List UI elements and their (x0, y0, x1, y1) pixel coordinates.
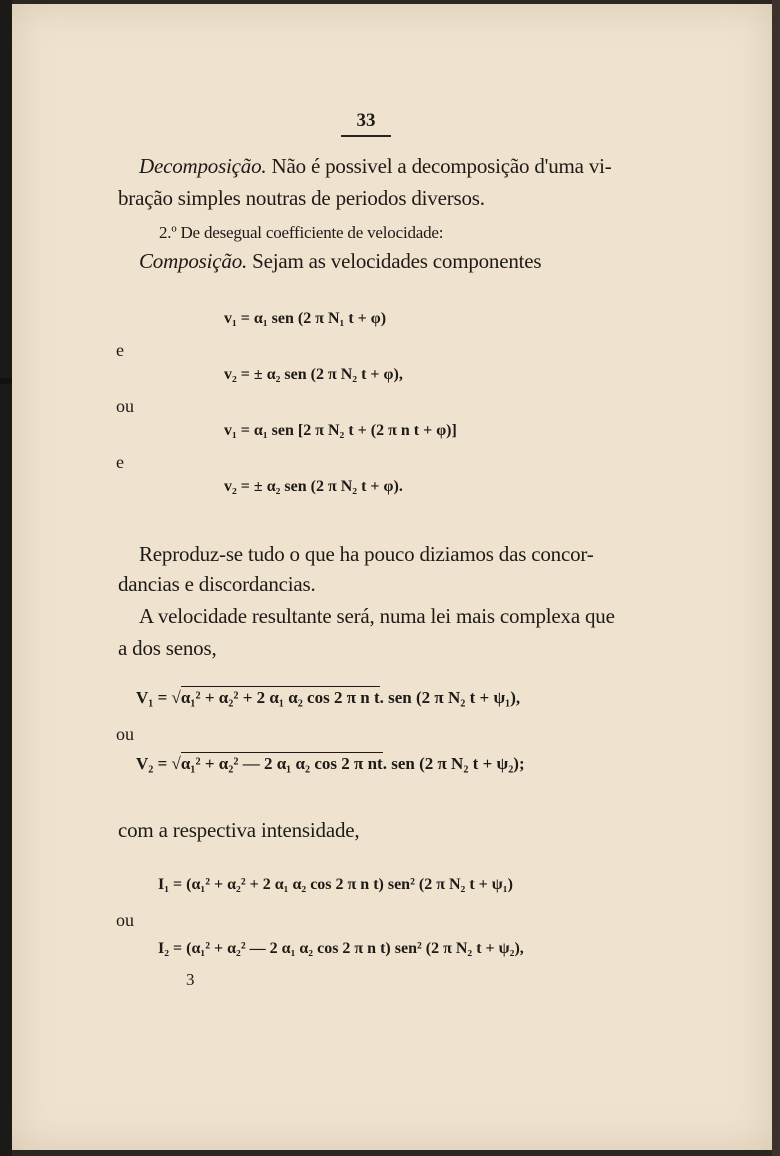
page-number: 33 (341, 110, 391, 137)
left-binding-edge (0, 0, 12, 1156)
equation-6 (136, 754, 525, 774)
text-line-1 (139, 152, 612, 181)
paragraph-3-line-2: a dos senos, (118, 636, 217, 660)
connector-ou-3: ou (116, 910, 134, 930)
text-line-1-rest: Não é possivel a decomposição d'uma vi- (266, 154, 612, 178)
equation-1: v₁ = α₁ sen (2 π N₁ t + φ) (224, 310, 387, 327)
equation-5-rest: . sen (2 π N₂ t + ψ₁), (379, 688, 521, 707)
equation-6-radicand: α₁² + α₂² — 2 α₁ α₂ cos 2 π nt (180, 754, 383, 773)
signature-mark: 3 (186, 970, 195, 989)
equation-3: v₁ = α₁ sen [2 π N₂ t + (2 π n t + φ)] (224, 422, 457, 439)
text-line-2: bração simples noutras de periodos diversos. (118, 186, 485, 210)
equation-8: I₂ = (α₁² + α₂² — 2 α₁ α₂ cos 2 π n t) sen² (2 π N₂ t + ψ₂), (158, 940, 524, 957)
equation-2: v₂ = ± α₂ sen (2 π N₂ t + φ), (224, 366, 403, 383)
paragraph-2-line-2: dancias e discordancias. (118, 572, 316, 596)
connector-ou-2: ou (116, 724, 134, 744)
section-heading-2: 2.º De desegual coefficiente de velocidade: (159, 223, 444, 242)
equation-5 (136, 688, 520, 708)
composicao-heading: Composição. (139, 249, 248, 273)
equation-6-rest: . sen (2 π N₂ t + ψ₂); (382, 754, 525, 773)
connector-e-1: e (116, 340, 124, 360)
connector-e-2: e (116, 452, 124, 472)
equation-4: v₂ = ± α₂ sen (2 π N₂ t + φ). (224, 478, 403, 495)
equation-5-lhs: V₁ = √ (136, 688, 181, 707)
paragraph-3-line-1: A velocidade resultante será, numa lei mais complexa que (139, 604, 615, 628)
text-line-4-rest: Sejam as velocidades componentes (247, 249, 542, 273)
right-page-edge (772, 0, 780, 1156)
paragraph-2-line-1: Reproduz-se tudo o que ha pouco diziamos das concor- (139, 542, 594, 566)
paragraph-4: com a respectiva intensidade, (118, 818, 360, 842)
connector-ou-1: ou (116, 396, 134, 416)
text-line-4 (139, 247, 541, 276)
equation-7: I₁ = (α₁² + α₂² + 2 α₁ α₂ cos 2 π n t) sen² (2 π N₂ t + ψ₁) (158, 876, 513, 893)
decomposicao-heading: Decomposição. (139, 154, 267, 178)
book-page (12, 4, 772, 1150)
equation-6-lhs: V₂ = √ (136, 754, 181, 773)
equation-5-radicand: α₁² + α₂² + 2 α₁ α₂ cos 2 π n t (180, 688, 380, 707)
